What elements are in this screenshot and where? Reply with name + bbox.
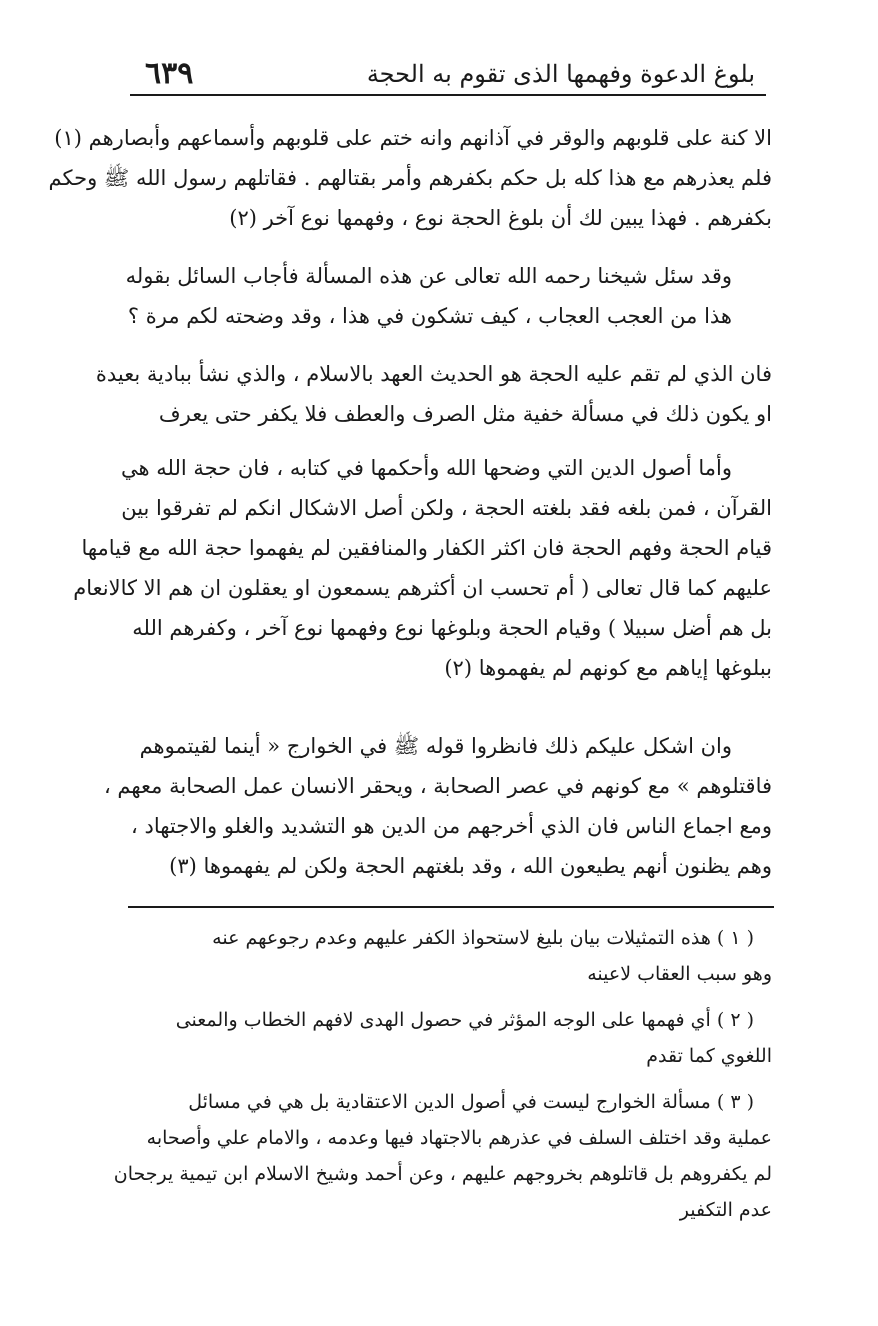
paragraph-4	[73, 448, 772, 688]
footnote-line: لم يكفروهم بل قاتلوهم بخروجهم عليهم ، وعن أحمد وشيخ الاسلام ابن تيمية يرجحان	[113, 1163, 772, 1185]
footnote-rule	[128, 906, 774, 908]
paragraph-2	[118, 256, 772, 336]
footnote-3	[113, 1084, 772, 1228]
text-line: او يكون ذلك في مسألة خفية مثل الصرف والعطف فلا يكفر حتى يعرف	[158, 402, 772, 426]
text-line: وأما أصول الدين التي وضحها الله وأحكمها في كتابه ، فان حجة الله هي	[121, 456, 732, 480]
text-line: قيام الحجة وفهم الحجة فان اكثر الكفار والمنافقين لم يفهموا حجة الله مع قيامها	[81, 536, 772, 560]
text-line: ومع اجماع الناس فان الذي أخرجهم من الدين هو التشديد والغلو والاجتهاد ،	[131, 814, 772, 838]
footnote-line: وهو سبب العقاب لاعينه	[587, 963, 772, 985]
footnote-line: عدم التكفير	[679, 1199, 772, 1221]
footnote-line: اللغوي كما تقدم	[646, 1045, 772, 1067]
paragraph-1	[48, 118, 772, 238]
text-line: عليهم كما قال تعالى ( أم تحسب ان أكثرهم يسمعون او يعقلون ان هم الا كالانعام	[73, 576, 772, 600]
text-line: فلم يعذرهم مع هذا كله بل حكم بكفرهم وأمر بقتالهم . فقاتلهم رسول الله ﷺ وحكم	[48, 166, 772, 190]
header-rule	[130, 94, 766, 96]
header-title: بلوغ الدعوة وفهمها الذى تقوم به الحجة	[366, 60, 755, 88]
text-line: بل هم أضل سبيلا ) وقيام الحجة وبلوغها نوع وفهمها نوع آخر ، وكفرهم الله	[132, 616, 772, 640]
text-line: بكفرهم . فهذا يبين لك أن بلوغ الحجة نوع ، وفهمها نوع آخر (٢)	[229, 206, 772, 230]
text-line: وان اشكل عليكم ذلك فانظروا قوله ﷺ في الخوارج « أينما لقيتموهم	[139, 734, 732, 758]
footnote-2	[118, 1002, 772, 1074]
page-number: ٦٣٩	[145, 56, 194, 91]
footnote-1	[118, 920, 772, 992]
footnote-line: عملية وقد اختلف السلف في عذرهم بالاجتهاد فيها وعدمه ، والامام علي وأصحابه	[146, 1127, 772, 1149]
footnotes	[113, 920, 772, 1228]
text-line: القرآن ، فمن بلغه فقد بلغته الحجة ، ولكن أصل الاشكال انكم لم تفرقوا بين	[121, 496, 772, 520]
paragraph-3	[95, 354, 772, 434]
text-line: هذا من العجب العجاب ، كيف تشكون في هذا ، وقد وضحته لكم مرة ؟	[127, 304, 732, 328]
footnote-line: ( ٣ ) مسألة الخوارج ليست في أصول الدين الاعتقادية بل هي في مسائل	[188, 1091, 754, 1113]
text-line: الا كنة على قلوبهم والوقر في آذانهم وانه ختم على قلوبهم وأسماعهم وأبصارهم (١)	[54, 126, 772, 150]
text-line: فان الذي لم تقم عليه الحجة هو الحديث العهد بالاسلام ، والذي نشأ ببادية بعيدة	[95, 362, 772, 386]
footnote-line: ( ١ ) هذه التمثيلات بيان بليغ لاستحواذ الكفر عليهم وعدم رجوعهم عنه	[212, 927, 754, 949]
footnote-line: ( ٢ ) أي فهمها على الوجه المؤثر في حصول الهدى لافهم الخطاب والمعنى	[175, 1009, 754, 1031]
text-line: وهم يظنون أنهم يطيعون الله ، وقد بلغتهم الحجة ولكن لم يفهموها (٣)	[169, 854, 772, 878]
running-header	[145, 40, 755, 94]
text-line: وقد سئل شيخنا رحمه الله تعالى عن هذه المسألة فأجاب السائل بقوله	[125, 264, 732, 288]
text-line: ببلوغها إياهم مع كونهم لم يفهموها (٢)	[444, 656, 772, 680]
text-line: فاقتلوهم » مع كونهم في عصر الصحابة ، ويحقر الانسان عمل الصحابة معهم ،	[103, 774, 772, 798]
paragraph-5	[103, 726, 772, 886]
